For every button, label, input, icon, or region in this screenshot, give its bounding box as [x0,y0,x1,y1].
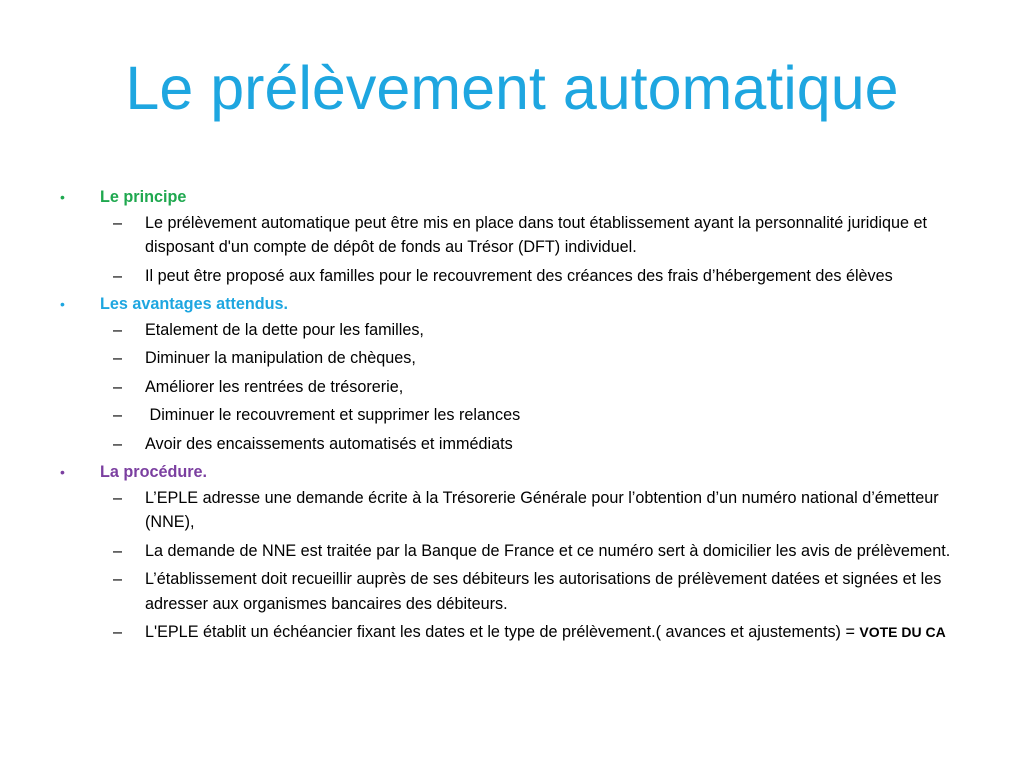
section-avantages [60,292,970,317]
list-item-text: Améliorer les rentrées de trésorerie, [145,377,404,396]
dash-icon: – [113,349,123,367]
list-item [113,211,970,260]
list-item [113,346,970,371]
list-item [113,539,970,564]
list-item [113,318,970,343]
sub-list [113,211,970,289]
list-item-text: Le prélèvement automatique peut être mis en place dans tout établissement ayant la personnalité juridique et disposant d'un compte de dépôt de fonds au Trésor (DFT) individuel. [145,213,927,256]
sub-list [113,486,970,645]
dash-icon: – [113,541,123,560]
section-procedure [60,460,970,485]
list-item [113,264,970,289]
dash-icon: – [113,488,123,507]
dash-icon: – [113,623,123,641]
list-item [113,403,970,428]
section-principe [60,185,970,210]
dash-icon: – [113,213,123,232]
list-item [113,432,970,457]
list-item [113,567,970,616]
list-item [113,620,970,645]
bullet-icon: • [60,296,65,312]
list-item [113,486,970,535]
list-item-text [145,620,970,645]
dash-icon: – [113,377,123,396]
dash-icon: – [113,406,123,424]
sub-list [113,318,970,457]
section-heading: Les avantages attendus. [100,295,289,313]
dash-icon: – [113,434,123,453]
dash-icon: – [113,266,123,285]
dash-icon: – [113,320,123,339]
list-item-text: Etalement de la dette pour les familles, [145,320,424,339]
vote-du-ca-label: VOTE DU CA [859,624,946,640]
list-item-text: La demande de NNE est traitée par la Banque de France et ce numéro sert à domicilier les avis de prélèvement. [145,541,951,560]
list-item-text: L’établissement doit recueillir auprès de ses débiteurs les autorisations de prélèvement datées et signées et les adresser aux organismes bancaires des débiteurs. [145,570,942,613]
list-item-text: Diminuer la manipulation de chèques, [145,349,416,367]
section-heading: La procédure. [100,463,208,481]
section-heading: Le principe [100,188,187,206]
bullet-icon: • [60,189,65,205]
list-item-text: Il peut être proposé aux familles pour le recouvrement des créances des frais d’hébergement des élèves [145,266,893,285]
slide-title: Le prélèvement automatique [125,54,899,122]
bullet-icon: • [60,464,65,480]
list-item-text: L’EPLE adresse une demande écrite à la Trésorerie Générale pour l’obtention d’un numéro national d’émetteur (NNE), [145,488,939,531]
list-item-text: Avoir des encaissements automatisés et immédiats [145,434,513,453]
dash-icon: – [113,570,123,588]
slide-content [60,185,970,649]
list-item-text-main: L'EPLE établit un échéancier fixant les dates et le type de prélèvement.( avances et ajustements) = [145,623,860,641]
list-item [113,375,970,400]
list-item-text: Diminuer le recouvrement et supprimer les relances [145,406,521,424]
